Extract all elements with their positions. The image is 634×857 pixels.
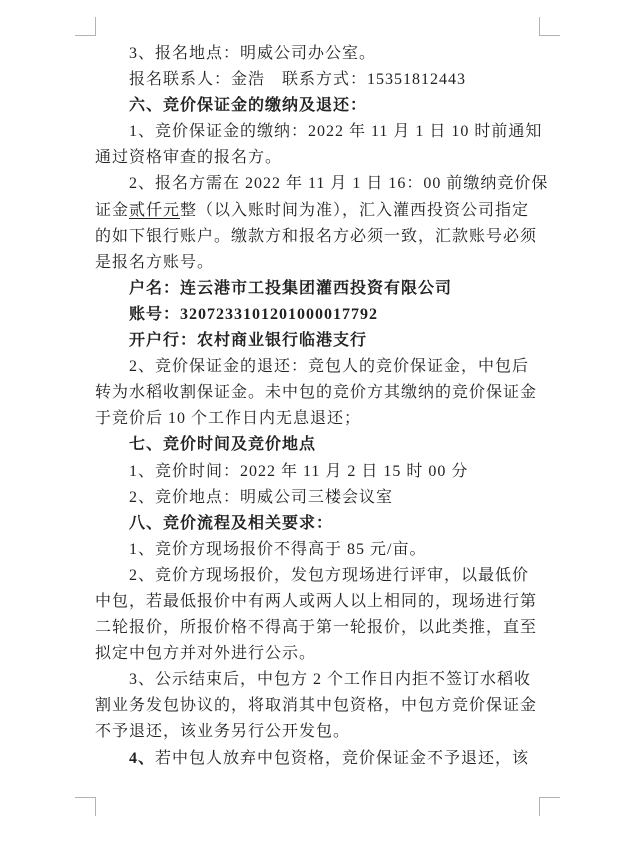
text-line	[95, 459, 541, 485]
text-run: 报名联系人：金浩 联系方式：15351812443	[129, 71, 467, 89]
text-boundary-mark-top-right	[539, 17, 560, 36]
text-boundary-mark-bottom-left	[75, 797, 96, 816]
text-run: 中包，若最低报价中有两人或两人以上相同的，现场进行第	[95, 592, 538, 610]
text-run: 2、竞价方现场报价，发包方现场进行评审，以最低价	[129, 566, 530, 584]
text-run: 3、公示结束后，中包方 2 个工作日内拒不签订水稻收	[129, 671, 532, 689]
text-line	[95, 719, 541, 745]
text-line	[95, 198, 541, 224]
text-line	[95, 171, 549, 197]
text-run: 若中包人放弃中包资格，竞价保证金不予退还，该	[155, 749, 530, 767]
text-line	[95, 93, 541, 119]
text-run: 证金	[95, 201, 130, 219]
text-run: 1、竞价保证金的缴纳：2022 年 11 月 1 日 10 时前通知	[129, 123, 543, 141]
document-body[interactable]	[95, 41, 549, 772]
text-run: 2、竞价保证金的退还：竞包人的竞价保证金，中包后	[129, 358, 530, 376]
text-run: 割业务发包协议的，将取消其中包资格，中包方竞价保证金	[95, 697, 538, 715]
text-line	[95, 432, 541, 458]
text-run: 通过资格审查的报名方。	[95, 149, 283, 167]
text-line	[95, 667, 541, 693]
text-line	[95, 276, 541, 302]
text-run: 六、竞价保证金的缴纳及退还：	[129, 97, 368, 115]
text-run: 二轮报价，所报价格不得高于第一轮报价，以此类推，直至	[95, 619, 538, 637]
text-line	[95, 328, 541, 354]
text-run: 4、	[129, 749, 156, 767]
text-boundary-mark-top-left	[75, 17, 96, 36]
text-run: 转为水稻收割保证金。未中包的竞价方其缴纳的竞价保证金	[95, 384, 538, 402]
text-line	[95, 406, 541, 432]
text-run: 整（以入账时间为准），汇入灌西投资公司指定	[180, 201, 530, 219]
text-line	[95, 485, 541, 511]
text-boundary-mark-bottom-right	[539, 797, 560, 816]
text-line	[95, 615, 541, 641]
text-run: 的如下银行账户。缴款方和报名方必须一致，汇款账号必须	[95, 227, 538, 245]
text-line	[95, 746, 541, 772]
text-run: 七、竞价时间及竞价地点	[129, 436, 317, 454]
text-run: 是报名方账号。	[95, 253, 215, 271]
text-run: 1、竞价时间：2022 年 11 月 2 日 15 时 00 分	[129, 462, 469, 480]
text-run: 3、报名地点：明威公司办公室。	[129, 45, 377, 62]
text-run: 拟定中包方并对外进行公示。	[95, 645, 317, 663]
text-run: 不予退还，该业务另行公开发包。	[95, 723, 351, 741]
text-run: 账号：3207233101201000017792	[129, 305, 379, 323]
text-run: 2、竞价地点：明威公司三楼会议室	[129, 488, 394, 506]
text-run: 开户行：农村商业银行临港支行	[129, 332, 368, 350]
text-line	[95, 511, 541, 537]
text-line	[95, 41, 541, 67]
text-line	[95, 67, 541, 93]
text-line	[95, 224, 541, 250]
text-line	[95, 119, 541, 145]
text-line	[95, 145, 541, 171]
text-run: 1、竞价方现场报价不得高于 85 元/亩。	[129, 540, 427, 558]
text-run: 于竞价后 10 个工作日内无息退还；	[95, 410, 362, 428]
text-line	[95, 563, 541, 589]
text-run: 户名：连云港市工投集团灌西投资有限公司	[129, 279, 453, 297]
text-run: 八、竞价流程及相关要求：	[129, 514, 334, 532]
text-line	[95, 641, 541, 667]
text-line	[95, 302, 541, 328]
text-line	[95, 537, 541, 563]
underlined-amount: 贰仟元	[129, 201, 181, 219]
text-line	[95, 693, 541, 719]
text-line	[95, 589, 541, 615]
text-line	[95, 380, 541, 406]
text-line	[95, 250, 541, 276]
text-run: 2、报名方需在 2022 年 11 月 1 日 16：00 前缴纳竞价保	[129, 175, 549, 193]
text-line	[95, 354, 541, 380]
